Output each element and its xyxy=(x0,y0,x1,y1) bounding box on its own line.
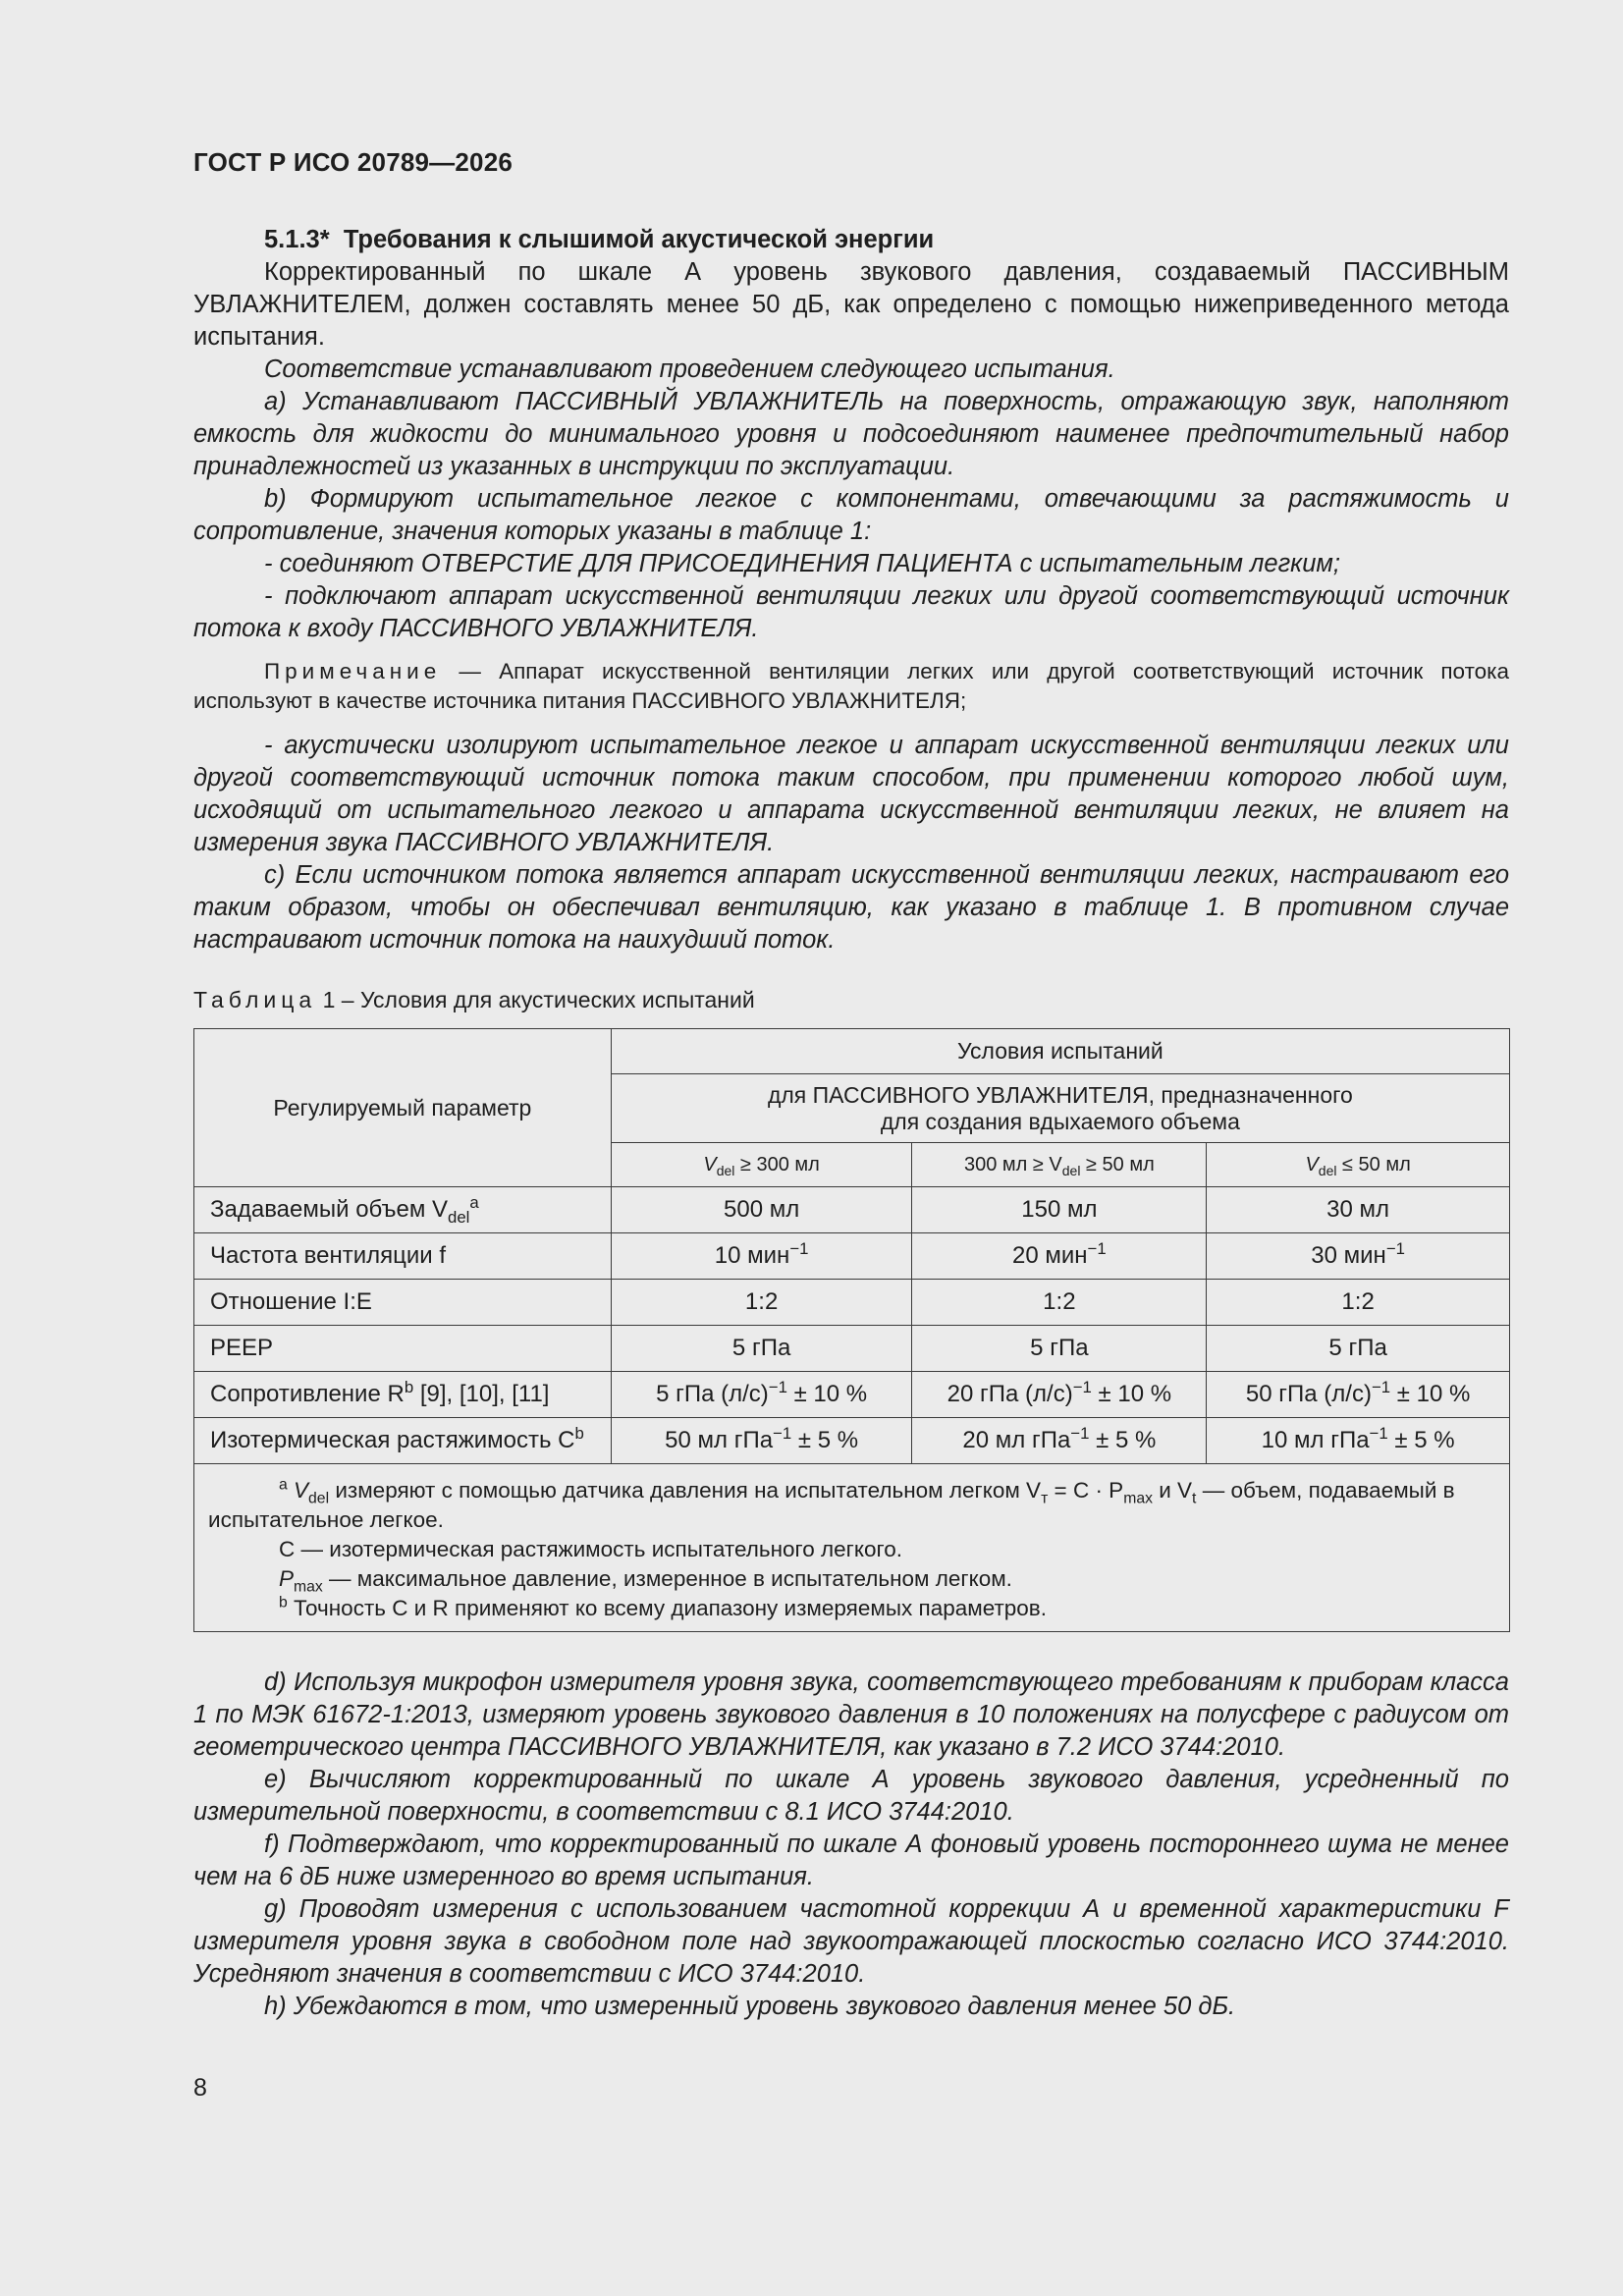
table-cell: 30 мин$^{-1}$ xyxy=(1207,1233,1510,1280)
table-row xyxy=(194,1326,1510,1372)
table-row xyxy=(194,1280,1510,1326)
note-label: Примечание xyxy=(264,659,442,683)
step-d: d) Используя микрофон измерителя уровня звука, соответствующего требованиям к приборам класса 1 по МЭК 61672-1:2013, измеряют уровень звукового давления в 10 положениях на полусфере с радиусом от геометрического центра ПАССИВНОГО УВЛАЖНИТЕЛЯ, как указано в 7.2 ИСО 3744:2010. xyxy=(193,1668,1509,1761)
step-a: a) Устанавливают ПАССИВНЫЙ УВЛАЖНИТЕЛЬ на поверхность, отражающую звук, наполняют емкость для жидкости до минимального уровня и подсоединяют наименее предпочтительный набор принадлежностей из указанных в инструкции по эксплуатации. xyxy=(193,388,1509,480)
test-conditions-table xyxy=(193,1028,1510,1632)
step-b: b) Формируют испытательное легкое с компонентами, отвечающими за растяжимость и сопротивление, значения которых указаны в таблице 1: xyxy=(193,485,1509,545)
table-row xyxy=(194,1372,1510,1418)
footnote-a: $^a$ $V_{del}$ измеряют с помощью датчика давления на испытательном легком $V_т = C \cdot P_{max}$ и $V_t$ — объем, подаваемый в испытательное легкое. xyxy=(208,1476,1455,1532)
table-cell: 1:2 xyxy=(912,1280,1207,1326)
header-humidifier-group-line2: для создания вдыхаемого объема xyxy=(880,1108,1240,1134)
table-cell: 1:2 xyxy=(1207,1280,1510,1326)
footnote-pmax-definition: $P_{max}$ — максимальное давление, измеренное в испытательном легком. xyxy=(279,1566,1012,1596)
row-label-ratio: Отношение I:E xyxy=(194,1280,612,1326)
step-f: f) Подтверждают, что корректированный по шкале А фоновый уровень постороннего шума не менее чем на 6 дБ ниже измеренного во время испытания. xyxy=(193,1831,1509,1890)
step-c: c) Если источником потока является аппарат искусственной вентиляции легких, настраивают его таким образом, чтобы он обеспечивал вентиляцию, как указано в таблице 1. В противном случае настраивают источник потока на наихудший поток. xyxy=(193,861,1509,954)
table-cell: 150 мл xyxy=(912,1187,1207,1233)
section-heading xyxy=(193,224,1509,256)
document-header: ГОСТ Р ИСО 20789—2026 xyxy=(193,147,514,177)
step-g: g) Проводят измерения с использованием частотной коррекции А и временной характеристики F измерителя уровня звука в свободном поле над звукоотражающей плоскостью согласно ИСО 3744:2010. Усредняют значения в соответствии с ИСО 3744:2010. xyxy=(193,1895,1509,1988)
table-footnotes-row xyxy=(194,1464,1510,1632)
header-test-conditions: Условия испытаний xyxy=(611,1029,1509,1074)
steps-continued xyxy=(193,1667,1509,2023)
table-cell: 50 мл гПа$^{-1}$ ± 5 % xyxy=(611,1418,912,1464)
bullet-acoustic-isolation: - акустически изолируют испытательное легкое и аппарат искусственной вентиляции легких или другой соответствующий источник потока таким способом, при применении которого любой шум, исходящий от испытательного легкого и аппарата искусственной вентиляции легких, не влияет на измерения звука ПАССИВНОГО УВЛАЖНИТЕЛЯ. xyxy=(193,732,1509,856)
row-label-peep: PEEP xyxy=(194,1326,612,1372)
table-row xyxy=(194,1187,1510,1233)
note-paragraph xyxy=(193,657,1509,716)
row-label-resistance: Сопротивление $R^b$ [9], [10], [11] xyxy=(194,1372,612,1418)
section-body xyxy=(193,224,1509,957)
table-footnotes xyxy=(194,1464,1510,1632)
table-cell: 20 гПа $(л/с)^{-1} \pm 10$ % xyxy=(912,1372,1207,1418)
footnote-c-definition: C — изотермическая растяжимость испытательного легкого. xyxy=(279,1537,902,1561)
footnote-b: $^b$ Точность C и R применяют ко всему диапазону измеряемых параметров. xyxy=(279,1594,1048,1620)
table-cell: 500 мл xyxy=(611,1187,912,1233)
table-cell: 5 гПа $(л/с)^{-1} \pm 10$ % xyxy=(611,1372,912,1418)
table-cell: 5 гПа xyxy=(912,1326,1207,1372)
table-cell: 20 мл гПа$^{-1}$ ± 5 % xyxy=(912,1418,1207,1464)
table-header-row xyxy=(194,1029,1510,1074)
table-caption xyxy=(193,987,755,1013)
table-cell: 10 мин$^{-1}$ xyxy=(611,1233,912,1280)
header-volume-range-3: $V_{del} \le 50$ мл xyxy=(1207,1143,1510,1187)
table-caption-label: Таблица xyxy=(193,987,317,1012)
row-label-compliance: Изотермическая растяжимость $C^b$ xyxy=(194,1418,612,1464)
header-volume-range-2: 300 мл ≥ $V_{del} \ge 50$ мл xyxy=(912,1143,1207,1187)
table-cell: 50 гПа $(л/с)^{-1} \pm 10$ % xyxy=(1207,1372,1510,1418)
bullet-connect-patient-port: - соединяют ОТВЕРСТИЕ ДЛЯ ПРИСОЕДИНЕНИЯ ПАЦИЕНТА с испытательным легким; xyxy=(264,550,1340,577)
intro-paragraph: Корректированный по шкале А уровень звукового давления, создаваемый ПАССИВНЫМ УВЛАЖНИТЕЛЕМ, должен составлять менее 50 дБ, как определено с помощью нижеприведенного метода испытания. xyxy=(193,258,1509,351)
section-number: 5.1.3* xyxy=(264,226,330,253)
table-caption-text: 1 – Условия для акустических испытаний xyxy=(316,987,755,1012)
header-volume-range-1: $V_{del} \ge 300$ мл xyxy=(611,1143,912,1187)
table-cell: 20 мин$^{-1}$ xyxy=(912,1233,1207,1280)
header-regulated-parameter: Регулируемый параметр xyxy=(194,1029,612,1187)
table-cell: 10 мл гПа$^{-1}$ ± 5 % xyxy=(1207,1418,1510,1464)
header-humidifier-group-line1: для ПАССИВНОГО УВЛАЖНИТЕЛЯ, предназначенного xyxy=(767,1081,1353,1108)
section-title: Требования к слышимой акустической энергии xyxy=(343,226,935,253)
row-label-frequency: Частота вентиляции f xyxy=(194,1233,612,1280)
table-cell: 30 мл xyxy=(1207,1187,1510,1233)
table-cell: 5 гПа xyxy=(611,1326,912,1372)
note-text: — Аппарат искусственной вентиляции легких или другой соответствующий источник потока используют в качестве источника питания ПАССИВНОГО УВЛАЖНИТЕЛЯ; xyxy=(193,659,1509,713)
compliance-paragraph: Соответствие устанавливают проведением следующего испытания. xyxy=(264,355,1115,383)
bullet-connect-ventilator: - подключают аппарат искусственной вентиляции легких или другой соответствующий источник потока к входу ПАССИВНОГО УВЛАЖНИТЕЛЯ. xyxy=(193,582,1509,642)
header-humidifier-group xyxy=(611,1074,1509,1143)
table-row xyxy=(194,1418,1510,1464)
table-row xyxy=(194,1233,1510,1280)
step-e: e) Вычисляют корректированный по шкале А уровень звукового давления, усредненный по измерительной поверхности, в соответствии с 8.1 ИСО 3744:2010. xyxy=(193,1766,1509,1826)
step-h: h) Убеждаются в том, что измеренный уровень звукового давления менее 50 дБ. xyxy=(264,1993,1236,2020)
page-number: 8 xyxy=(193,2074,207,2102)
table-cell: 5 гПа xyxy=(1207,1326,1510,1372)
table-cell: 1:2 xyxy=(611,1280,912,1326)
row-label-volume: Задаваемый объем $V_{del}^a$ xyxy=(194,1187,612,1233)
